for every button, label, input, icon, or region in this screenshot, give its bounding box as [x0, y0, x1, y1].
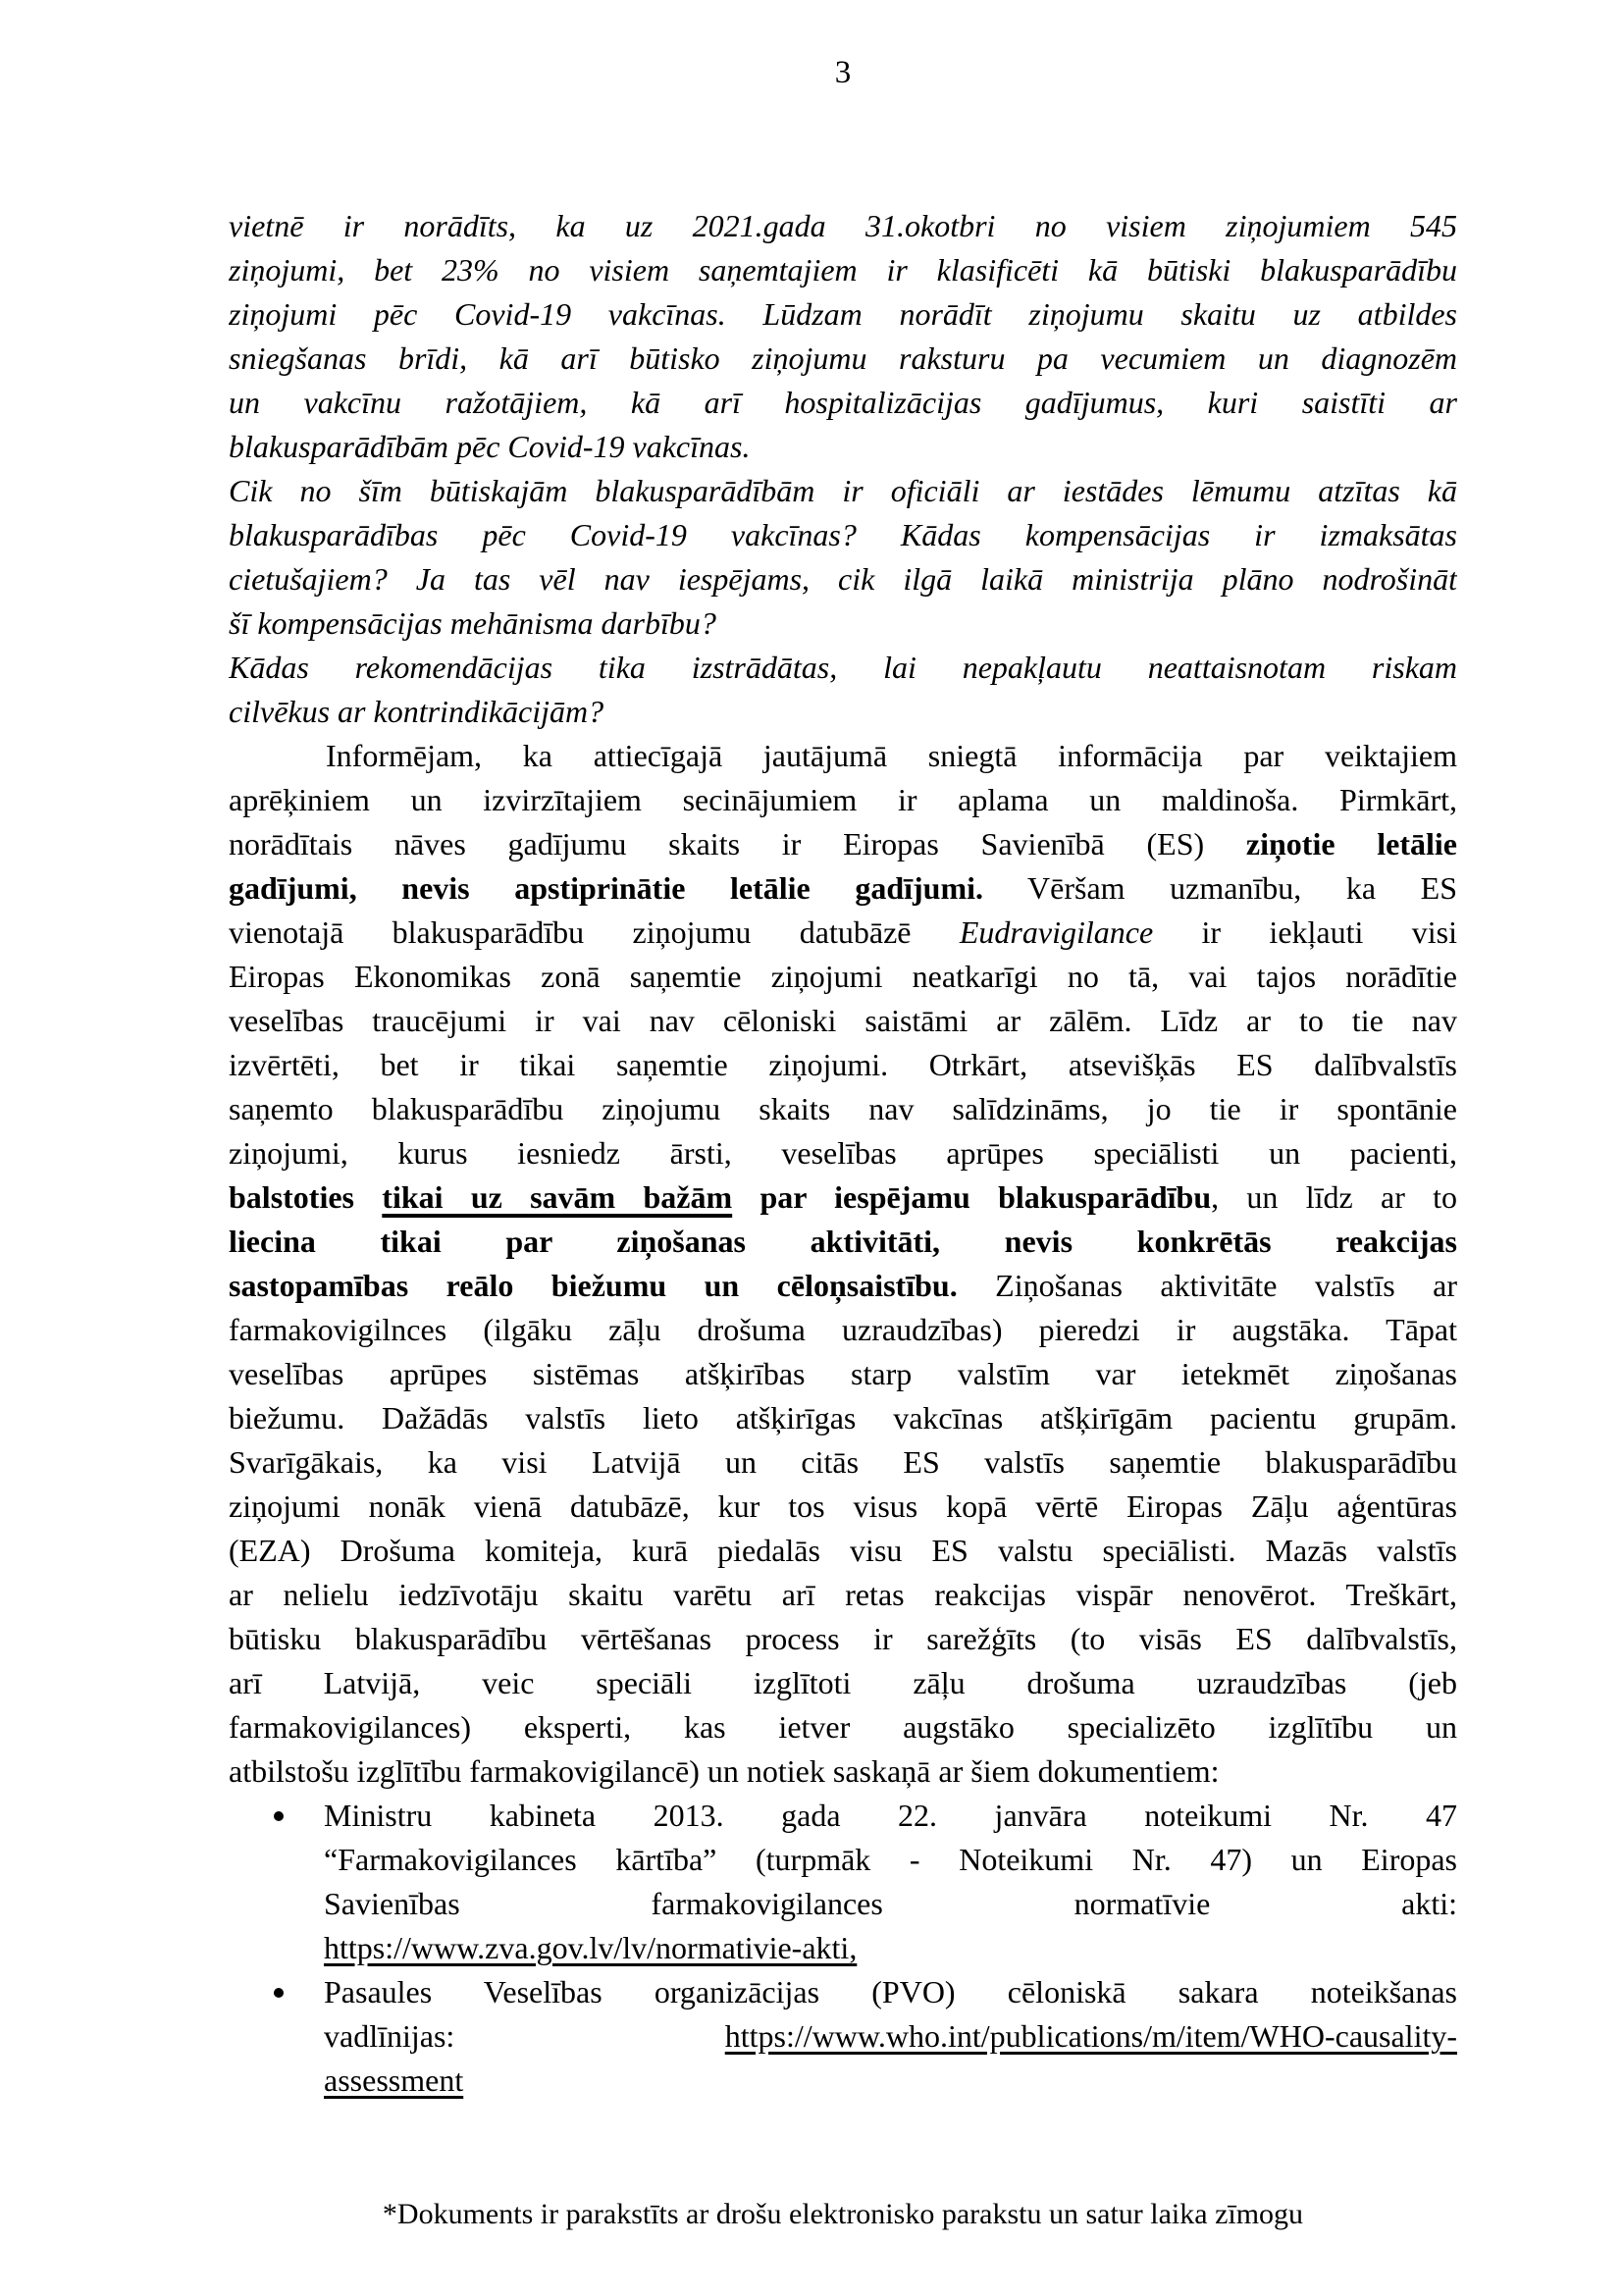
text-run: vienotajā blakusparādību ziņojumu datubāzē	[229, 914, 960, 950]
text-line	[229, 1485, 1457, 1529]
bullet-icon	[274, 1988, 284, 1998]
text-run: “Farmakovigilances kārtība” (turpmāk - Noteikumi Nr. 47) un Eiropas	[324, 1842, 1457, 1877]
text-line	[229, 1617, 1457, 1661]
text-run: farmakovigilances) eksperti, kas ietver augstāko specializēto izglītību un	[229, 1709, 1457, 1745]
text-run: Cik no šīm būtiskajām blakusparādībām ir oficiāli ar iestādes lēmumu atzītas kā	[229, 473, 1457, 508]
text-line	[229, 469, 1457, 513]
text-line	[324, 1970, 1457, 2014]
text-run: izvērtēti, bet ir tikai saņemtie ziņojumi. Otrkārt, atsevišķās ES dalībvalstīs	[229, 1047, 1457, 1082]
text-run: Kādas rekomendācijas tika izstrādātas, lai nepakļautu neattaisnotam riskam	[229, 650, 1457, 685]
text-content	[229, 204, 1457, 2103]
paragraph-response	[229, 734, 1457, 1794]
text-line	[229, 557, 1457, 601]
text-run: ziņojumi, bet 23% no visiem saņemtajiem ir klasificēti kā būtiski blakusparādību	[229, 252, 1457, 287]
text-run: biežumu. Dažādās valstīs lieto atšķirīgas vakcīnas atšķirīgām pacientu grupām.	[229, 1400, 1457, 1435]
text-run: Eiropas Ekonomikas zonā saņemtie ziņojumi neatkarīgi no tā, vai tajos norādītie	[229, 959, 1457, 994]
text-run: sastopamības reālo biežumu un cēloņsaistību.	[229, 1268, 958, 1303]
text-run: cilvēkus ar kontrindikācijām?	[229, 694, 604, 729]
text-run: Ziņošanas aktivitāte valstīs ar	[957, 1268, 1457, 1303]
paragraph-quote-3	[229, 646, 1457, 734]
text-run: ziņojumi, kurus iesniedz ārsti, veselības aprūpes speciālisti un pacienti,	[229, 1135, 1457, 1171]
paragraph-quote-2	[229, 469, 1457, 646]
text-run: un vakcīnu ražotājiem, kā arī hospitalizācijas gadījumus, kuri saistīti ar	[229, 385, 1457, 420]
footer-note: *Dokuments ir parakstīts ar drošu elektronisko parakstu un satur laika zīmogu	[382, 2198, 1304, 2230]
text-line	[324, 1926, 1457, 1970]
text-line	[229, 1661, 1457, 1705]
text-run: vadlīnijas:	[324, 2018, 725, 2054]
text-line	[229, 425, 1457, 469]
text-run: norādītais nāves gadījumu skaits ir Eiropas Savienībā (ES)	[229, 826, 1246, 861]
paragraph-quote-1	[229, 204, 1457, 469]
text-line	[229, 1220, 1457, 1264]
text-line	[229, 601, 1457, 646]
text-run: Pasaules Veselības organizācijas (PVO) cēloniskā sakara noteikšanas	[324, 1974, 1457, 2009]
text-run: Informējam, ka attiecīgajā jautājumā sniegtā informācija par veiktajiem	[326, 738, 1457, 773]
bullet-item-2	[229, 1970, 1457, 2103]
text-line	[324, 1882, 1457, 1926]
text-run: ziņojumi pēc Covid-19 vakcīnas. Lūdzam norādīt ziņojumu skaitu uz atbildes	[229, 296, 1457, 332]
text-line	[229, 955, 1457, 999]
link-url[interactable]: assessment	[324, 2062, 464, 2098]
text-line	[229, 1440, 1457, 1485]
text-run: atbilstošu izglītību farmakovigilancē) un notiek saskaņā ar šiem dokumentiem:	[229, 1753, 1220, 1789]
text-run: ziņotie letālie	[1245, 826, 1457, 861]
text-run: (EZA) Drošuma komiteja, kurā piedalās visu ES valstu speciālisti. Mazās valstīs	[229, 1533, 1457, 1568]
text-line	[229, 292, 1457, 337]
text-line	[229, 1396, 1457, 1440]
text-line	[229, 248, 1457, 292]
text-run: aprēķiniem un izvirzītajiem secinājumiem ir aplama un maldinoša. Pirmkārt,	[229, 782, 1457, 817]
text-line	[229, 866, 1457, 911]
text-line	[229, 911, 1457, 955]
link-url[interactable]: https://www.who.int/publications/m/item/WHO-causality-	[724, 2018, 1457, 2054]
text-line	[229, 1264, 1457, 1308]
text-run: ir iekļauti visi	[1153, 914, 1457, 950]
text-run: saņemto blakusparādību ziņojumu skaits nav salīdzināms, jo tie ir spontānie	[229, 1091, 1457, 1126]
text-run: veselības traucējumi ir vai nav cēloniski saistāmi ar zālēm. Līdz ar to tie nav	[229, 1003, 1457, 1038]
text-line	[229, 513, 1457, 557]
page-number: 3	[834, 55, 852, 90]
link-url[interactable]: https://www.zva.gov.lv/lv/normativie-akti,	[324, 1930, 858, 1965]
text-run: blakusparādības pēc Covid-19 vakcīnas? Kādas kompensācijas ir izmaksātas	[229, 517, 1457, 552]
text-line	[229, 999, 1457, 1043]
bullet-icon	[274, 1811, 284, 1821]
text-line	[229, 822, 1457, 866]
text-run: liecina tikai par ziņošanas aktivitāti, nevis konkrētās reakcijas	[229, 1224, 1457, 1259]
text-line	[229, 1308, 1457, 1352]
text-run: farmakovigilnces (ilgāku zāļu drošuma uzraudzības) pieredzi ir augstāka. Tāpat	[229, 1312, 1457, 1347]
text-run: par iespējamu blakusparādību	[732, 1179, 1212, 1215]
text-line	[229, 690, 1457, 734]
text-line	[229, 1705, 1457, 1749]
text-line	[229, 381, 1457, 425]
text-line	[324, 2059, 1457, 2103]
text-line	[229, 1352, 1457, 1396]
text-run: Vēršam uzmanību, ka ES	[983, 870, 1457, 906]
text-run: Eudravigilance	[959, 914, 1154, 950]
text-run: , un līdz ar to	[1211, 1179, 1457, 1215]
text-line	[229, 1043, 1457, 1087]
text-run: sniegšanas brīdi, kā arī būtisko ziņojumu raksturu pa vecumiem un diagnozēm	[229, 340, 1457, 376]
text-run: veselības aprūpes sistēmas atšķirības starp valstīm var ietekmēt ziņošanas	[229, 1356, 1457, 1391]
text-line	[229, 734, 1457, 778]
text-run: gadījumi, nevis apstiprinātie letālie gadījumi.	[229, 870, 984, 906]
text-line	[229, 1087, 1457, 1131]
text-line	[229, 1529, 1457, 1573]
text-run: arī Latvijā, veic speciāli izglītoti zāļu drošuma uzraudzības (jeb	[229, 1665, 1457, 1700]
text-run: Svarīgākais, ka visi Latvijā un citās ES valstīs saņemtie blakusparādību	[229, 1444, 1457, 1480]
text-run: balstoties	[229, 1179, 383, 1215]
text-line	[229, 1749, 1457, 1794]
text-run: cietušajiem? Ja tas vēl nav iespējams, cik ilgā laikā ministrija plāno nodrošināt	[229, 561, 1457, 597]
text-line	[229, 1131, 1457, 1175]
text-line	[229, 204, 1457, 248]
text-run: ziņojumi nonāk vienā datubāzē, kur tos visus kopā vērtē Eiropas Zāļu aģentūras	[229, 1488, 1457, 1524]
text-run: būtisku blakusparādību vērtēšanas process ir sarežģīts (to visās ES dalībvalstīs,	[229, 1621, 1457, 1656]
text-line	[324, 1838, 1457, 1882]
text-run: tikai uz savām bažām	[382, 1179, 733, 1215]
text-line	[324, 1794, 1457, 1838]
text-run: ar nelielu iedzīvotāju skaitu varētu arī retas reakcijas vispār nenovērot. Treškārt,	[229, 1577, 1457, 1612]
text-line	[324, 2014, 1457, 2059]
text-run: šī kompensācijas mehānisma darbību?	[229, 605, 716, 641]
text-line	[229, 1573, 1457, 1617]
text-run: vietnē ir norādīts, ka uz 2021.gada 31.okotbri no visiem ziņojumiem 545	[229, 208, 1457, 243]
bullet-item-1	[229, 1794, 1457, 1970]
text-line	[229, 1175, 1457, 1220]
text-line	[229, 646, 1457, 690]
text-run: Savienības farmakovigilances normatīvie akti:	[324, 1886, 1457, 1921]
text-run: blakusparādībām pēc Covid-19 vakcīnas.	[229, 429, 751, 464]
text-run: Ministru kabineta 2013. gada 22. janvāra noteikumi Nr. 47	[324, 1798, 1457, 1833]
text-line	[229, 778, 1457, 822]
text-line	[229, 337, 1457, 381]
